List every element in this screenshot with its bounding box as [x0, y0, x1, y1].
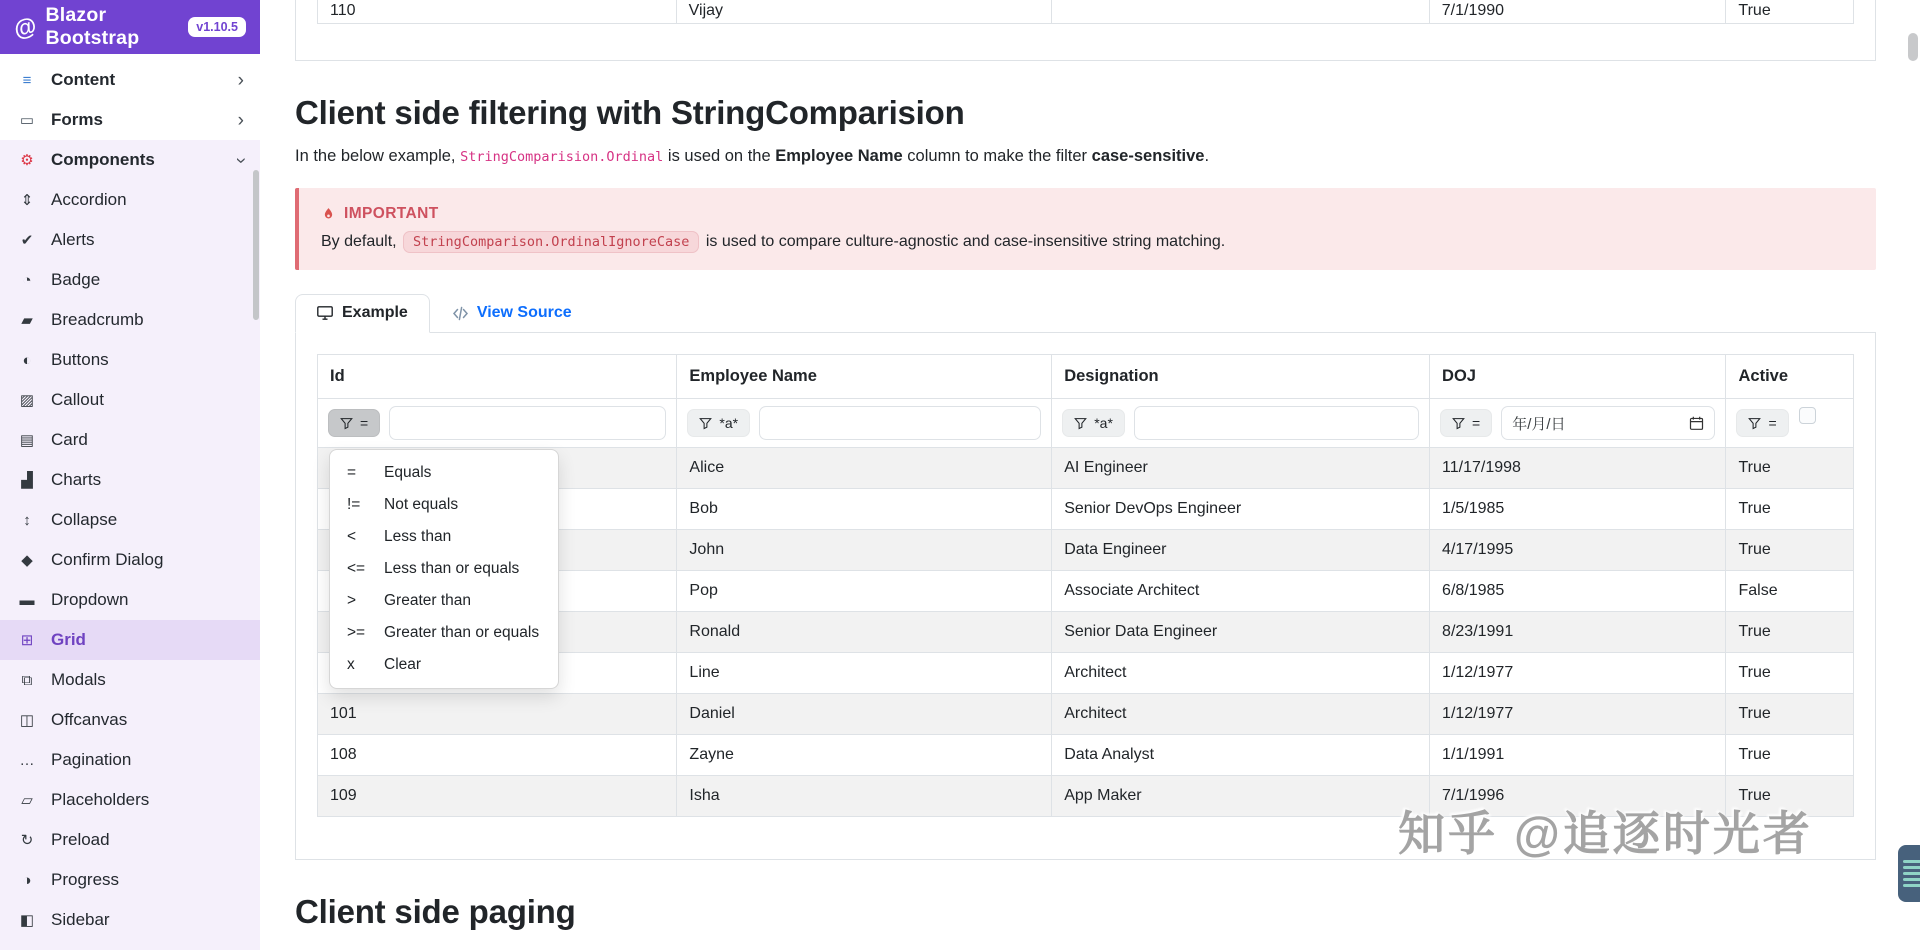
cell-active: True — [1726, 448, 1854, 489]
extension-widget[interactable] — [1898, 845, 1920, 902]
sidebar-item-label: Card — [51, 430, 88, 449]
table-row — [318, 735, 1854, 776]
sidebar-item-icon: ▱ — [21, 792, 33, 809]
cell-id: 109 — [318, 776, 677, 817]
cell-id: 101 — [318, 694, 677, 735]
brand-header[interactable] — [0, 0, 260, 54]
funnel-icon — [1074, 417, 1087, 430]
operator-symbol: < — [347, 528, 357, 545]
components-gear-icon: ⚙ — [20, 152, 34, 169]
filter-menu-item[interactable] — [330, 585, 558, 617]
filter-menu-item[interactable] — [330, 457, 558, 489]
callout-text: is used to compare culture-agnostic and case-insensitive string matching. — [701, 233, 1226, 250]
filter-cell-id — [318, 399, 677, 448]
operator-label: Greater than or equals — [384, 624, 540, 641]
section-icon: ▭ — [19, 112, 35, 129]
cell-employee-name: Ronald — [677, 612, 1052, 653]
cell-doj: 7/1/1990 — [1430, 0, 1727, 24]
version-badge: v1.10.5 — [188, 17, 246, 37]
funnel-icon — [699, 417, 712, 430]
active-filter-operator-button[interactable] — [1736, 409, 1788, 437]
section-icon: ≡ — [22, 71, 32, 89]
sidebar-item-icon: ▰ — [21, 312, 33, 329]
sidebar-item-dropdown[interactable] — [0, 580, 260, 620]
callout-text: By default, — [321, 233, 402, 250]
cell-employee-name: Alice — [677, 448, 1052, 489]
sidebar — [0, 0, 260, 929]
cell-active: True — [1726, 776, 1854, 817]
cell-doj: 1/5/1985 — [1430, 489, 1726, 530]
grid-filter-row — [318, 399, 1854, 448]
sidebar-item-icon: ◔ — [22, 271, 32, 289]
cell-designation — [1052, 0, 1430, 24]
cell-doj: 4/17/1995 — [1430, 530, 1726, 571]
name-filter-input[interactable] — [759, 406, 1041, 440]
tab-example-label: Example — [342, 304, 408, 321]
example-tabs — [295, 294, 1876, 333]
content-container — [295, 0, 1876, 931]
sidebar-item-grid[interactable] — [0, 620, 260, 660]
filter-menu-item[interactable] — [330, 617, 558, 649]
sidebar-item-label: Buttons — [51, 350, 109, 369]
cell-designation: AI Engineer — [1052, 448, 1430, 489]
column-header-designation[interactable]: Designation — [1052, 355, 1430, 399]
sidebar-item-icon: ⇕ — [20, 192, 34, 209]
intro-text: In the below example, — [295, 147, 461, 165]
sidebar-item-collapse[interactable] — [0, 500, 260, 540]
cell-employee-name: John — [677, 530, 1052, 571]
components-section — [0, 140, 260, 950]
operator-symbol: *a* — [1094, 415, 1113, 431]
cell-id: 110 — [317, 0, 677, 24]
cell-employee-name: Zayne — [677, 735, 1052, 776]
operator-label: Less than — [384, 528, 452, 545]
cell-designation: Architect — [1052, 653, 1430, 694]
active-filter-checkbox[interactable] — [1799, 407, 1816, 424]
sidebar-item-badge[interactable] — [0, 260, 260, 300]
sidebar-item-icon: ▬ — [19, 591, 35, 609]
cell-active: True — [1726, 653, 1854, 694]
sidebar-item-label: Breadcrumb — [51, 310, 144, 329]
cell-doj: 1/1/1991 — [1430, 735, 1726, 776]
operator-label: Not equals — [384, 496, 459, 513]
chevron-down-icon: › — [230, 156, 252, 164]
operator-symbol: x — [347, 656, 355, 673]
operator-label: Equals — [384, 464, 432, 481]
column-header-employee-name[interactable]: Employee Name — [677, 355, 1052, 399]
date-placeholder: 年/月/日 — [1512, 415, 1566, 433]
cell-active: False — [1726, 571, 1854, 612]
sidebar-item-offcanvas[interactable] — [0, 700, 260, 740]
sidebar-item-label: Accordion — [51, 190, 127, 209]
next-section-title: Client side paging — [295, 893, 576, 930]
intro-bold: case-sensitive — [1091, 147, 1205, 165]
sidebar-item-label: Grid — [51, 630, 86, 649]
cell-doj: 11/17/1998 — [1430, 448, 1726, 489]
cell-active: True — [1726, 530, 1854, 571]
intro-bold: Employee Name — [775, 147, 903, 165]
cell-active: True — [1726, 0, 1854, 24]
previous-example-card — [295, 0, 1876, 61]
operator-label: Less than or equals — [384, 560, 520, 577]
intro-text: column to make the filter — [902, 147, 1092, 165]
filter-menu-item[interactable] — [330, 489, 558, 521]
sidebar-item-icon: ↻ — [20, 832, 34, 849]
sidebar-item-placeholders[interactable] — [0, 780, 260, 820]
page-title: Client side filtering with StringComparision — [295, 94, 965, 131]
cell-active: True — [1726, 694, 1854, 735]
sidebar-item-confirm-dialog[interactable] — [0, 540, 260, 580]
sidebar-item-icon: ◆ — [21, 552, 33, 569]
cell-active: True — [1726, 612, 1854, 653]
sidebar-item-callout[interactable] — [0, 380, 260, 420]
sidebar-item-label: Confirm Dialog — [51, 550, 164, 569]
chevron-right-icon: › — [237, 109, 244, 131]
sidebar-item-alerts[interactable] — [0, 220, 260, 260]
funnel-icon — [1452, 417, 1465, 430]
sidebar-item-charts[interactable] — [0, 460, 260, 500]
sidebar-item-icon: ↕ — [23, 511, 31, 529]
callout-body — [321, 233, 1854, 251]
sidebar-item-icon: ▨ — [19, 392, 35, 409]
callout-label: IMPORTANT — [344, 205, 439, 222]
sidebar-item-card[interactable] — [0, 420, 260, 460]
doj-date-input[interactable] — [1501, 406, 1715, 440]
funnel-icon — [1748, 417, 1761, 430]
page-scrollbar[interactable] — [1905, 0, 1920, 919]
sidebar-section-content[interactable] — [0, 60, 260, 100]
cell-active: True — [1726, 735, 1854, 776]
sidebar-section-components[interactable] — [0, 140, 260, 180]
watermark: 知乎 @追逐时光者 — [1398, 807, 1813, 860]
sidebar-item-label: Alerts — [51, 230, 95, 249]
cell-employee-name: Vijay — [677, 0, 1052, 24]
cell-designation: Senior Data Engineer — [1052, 612, 1430, 653]
monitor-icon — [317, 305, 333, 321]
sidebar-item-icon: ▟ — [21, 472, 33, 489]
sidebar-item-icon: ◧ — [19, 912, 35, 929]
column-header-doj[interactable]: DOJ — [1430, 355, 1726, 399]
cell-doj: 8/23/1991 — [1430, 612, 1726, 653]
sidebar-item-label: Preload — [51, 830, 110, 849]
operator-label: Clear — [384, 656, 422, 673]
tab-example[interactable] — [295, 294, 430, 333]
sidebar-item-pagination[interactable] — [0, 740, 260, 780]
previous-table-row — [317, 0, 1854, 24]
id-filter-input[interactable] — [389, 406, 666, 440]
sidebar-item-label: Sidebar — [51, 910, 110, 929]
sidebar-item-icon: ▤ — [19, 432, 35, 449]
example-card — [295, 333, 1876, 860]
operator-symbol: *a* — [719, 415, 739, 431]
sidebar-section-forms[interactable] — [0, 100, 260, 140]
sidebar-item-label: Placeholders — [51, 790, 150, 809]
sidebar-item-icon: ◐ — [22, 351, 32, 369]
sidebar-item-label: Charts — [51, 470, 102, 489]
operator-symbol: = — [1472, 415, 1481, 431]
cell-doj: 1/12/1977 — [1430, 653, 1726, 694]
cell-doj: 7/1/1996 — [1430, 776, 1726, 817]
filter-menu-item[interactable] — [330, 521, 558, 553]
scrollbar-thumb[interactable] — [1908, 33, 1918, 61]
cell-employee-name: Line — [677, 653, 1052, 694]
operator-symbol: > — [347, 592, 357, 609]
cell-designation: App Maker — [1052, 776, 1430, 817]
cell-designation: Architect — [1052, 694, 1430, 735]
cell-active: True — [1726, 489, 1854, 530]
tab-view-source-label: View Source — [476, 304, 572, 321]
cell-employee-name: Isha — [677, 776, 1052, 817]
sidebar-item-label: Badge — [51, 270, 101, 289]
sidebar-scrollbar[interactable] — [253, 170, 259, 320]
sidebar-nav — [0, 54, 260, 950]
sidebar-item-sidebar[interactable] — [0, 900, 260, 940]
sidebar-item-icon: ⧉ — [21, 671, 33, 689]
filter-operator-menu — [329, 449, 559, 689]
sidebar-item-preload[interactable] — [0, 820, 260, 860]
main-content — [260, 0, 1920, 930]
important-callout — [295, 188, 1876, 270]
cell-employee-name: Bob — [677, 489, 1052, 530]
sidebar-item-accordion[interactable] — [0, 180, 260, 220]
name-filter-operator-button[interactable] — [687, 409, 750, 437]
tab-view-source[interactable] — [430, 294, 594, 332]
section-label: Content — [51, 70, 116, 89]
inline-code: StringComparision.Ordinal — [460, 149, 664, 165]
chevron-right-icon: › — [237, 69, 244, 91]
sidebar-item-icon: ◫ — [19, 712, 35, 729]
id-filter-operator-button[interactable] — [328, 409, 380, 437]
sidebar-item-label: Pagination — [51, 750, 132, 769]
filter-menu-item[interactable] — [330, 553, 558, 585]
sidebar-item-progress[interactable] — [0, 860, 260, 900]
sidebar-item-buttons[interactable] — [0, 340, 260, 380]
sidebar-item-label: Dropdown — [51, 590, 129, 609]
calendar-icon[interactable] — [1689, 416, 1704, 431]
sidebar-item-label: Progress — [51, 870, 120, 889]
sidebar-item-icon: … — [19, 751, 35, 769]
intro-text: is used on the — [663, 147, 776, 165]
filter-cell-designation — [1052, 399, 1430, 448]
code-icon — [452, 306, 469, 321]
filter-cell-employee-name — [677, 399, 1052, 448]
section-label: Forms — [51, 110, 103, 129]
intro-paragraph — [295, 147, 1876, 166]
operator-symbol: = — [1768, 415, 1777, 431]
sidebar-item-icon: ◑ — [22, 871, 32, 889]
filter-cell-active — [1726, 399, 1854, 448]
filter-cell-doj — [1430, 399, 1726, 448]
cell-designation: Data Analyst — [1052, 735, 1430, 776]
section-label: Components — [51, 150, 155, 169]
sidebar-item-label: Modals — [51, 670, 106, 689]
sidebar-item-icon: ⊞ — [20, 632, 34, 649]
designation-filter-operator-button[interactable] — [1062, 409, 1125, 437]
flame-icon — [321, 207, 336, 222]
table-row — [318, 694, 1854, 735]
operator-label: Greater than — [384, 592, 472, 609]
designation-filter-input[interactable] — [1134, 406, 1419, 440]
operator-symbol: <= — [347, 560, 366, 577]
operator-symbol: != — [347, 496, 361, 513]
cell-designation: Data Engineer — [1052, 530, 1430, 571]
sidebar-item-icon: ✔ — [20, 232, 34, 249]
intro-text: . — [1204, 147, 1210, 165]
sidebar-item-breadcrumb[interactable] — [0, 300, 260, 340]
funnel-icon — [340, 417, 353, 430]
sidebar-item-label: Offcanvas — [51, 710, 128, 729]
cell-designation: Senior DevOps Engineer — [1052, 489, 1430, 530]
operator-symbol: = — [360, 415, 369, 431]
sidebar-item-label: Collapse — [51, 510, 118, 529]
callout-title — [321, 205, 1854, 223]
cell-doj: 6/8/1985 — [1430, 571, 1726, 612]
filter-menu-item[interactable] — [330, 649, 558, 681]
column-header-active[interactable]: Active — [1726, 355, 1854, 399]
grid-header-row — [318, 355, 1854, 399]
sidebar-item-label: Callout — [51, 390, 104, 409]
cell-employee-name: Daniel — [677, 694, 1052, 735]
cell-id: 108 — [318, 735, 677, 776]
swirl-logo-icon: @ — [11, 11, 40, 42]
sidebar-item-modals[interactable] — [0, 660, 260, 700]
column-header-id[interactable]: Id — [318, 355, 677, 399]
cell-designation: Associate Architect — [1052, 571, 1430, 612]
operator-symbol: >= — [347, 624, 366, 641]
cell-employee-name: Pop — [677, 571, 1052, 612]
brand-name: Blazor Bootstrap — [45, 4, 140, 49]
cell-doj: 1/12/1977 — [1430, 694, 1726, 735]
doj-filter-operator-button[interactable] — [1440, 409, 1492, 437]
code-chip: StringComparison.OrdinalIgnoreCase — [403, 231, 699, 253]
operator-symbol: = — [347, 464, 357, 481]
